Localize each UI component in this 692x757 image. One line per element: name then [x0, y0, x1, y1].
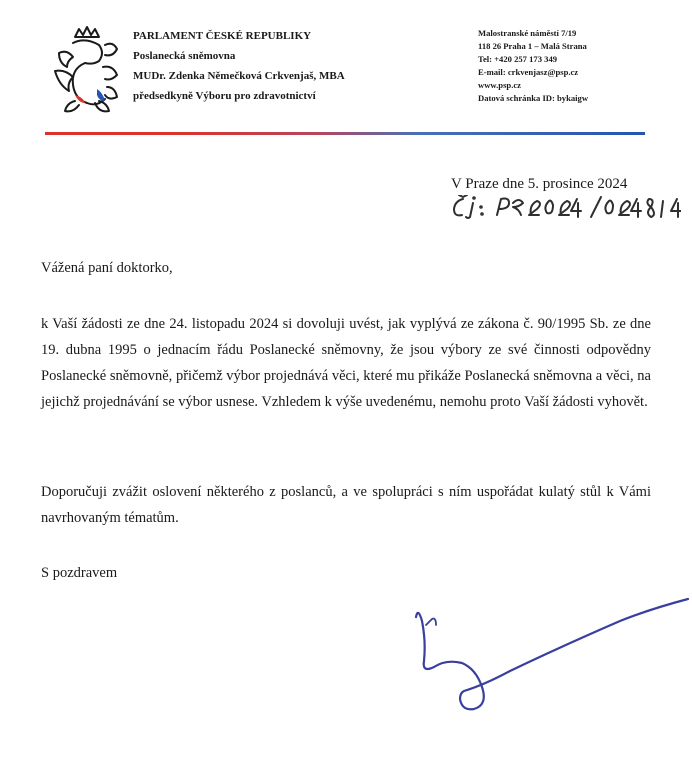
address-line2: 118 26 Praha 1 – Malá Strana [478, 41, 587, 51]
chamber-name: Poslanecká sněmovna [133, 50, 236, 62]
czech-lion-emblem-icon [45, 23, 123, 123]
phone: Tel: +420 257 173 349 [478, 54, 558, 64]
body-paragraph-2: Doporučuji zvážit oslovení některého z poslanců, a ve spolupráci s ním uspořádat kulatý stůl k Vámi navrhovaným tématům. [41, 484, 651, 526]
letterhead-contact [478, 27, 588, 105]
letterhead-divider [45, 132, 645, 135]
website: www.psp.cz [478, 80, 521, 90]
org-name: PARLAMENT ČESKÉ REPUBLIKY [133, 30, 312, 42]
email: E-mail: crkvenjasz@psp.cz [478, 67, 579, 77]
place-date: V Praze dne 5. prosince 2024 [451, 176, 628, 192]
databox-id: Datová schránka ID: bykaigw [478, 93, 589, 103]
sender-role: předsedkyně Výboru pro zdravotnictví [133, 90, 316, 102]
sender-name: MUDr. Zdenka Němečková Crkvenjaš, MBA [133, 70, 345, 82]
handwritten-reference [451, 195, 681, 219]
salutation: Vážená paní doktorko, [41, 260, 173, 276]
body-paragraph-1: k Vaší žádosti ze dne 24. listopadu 2024 si dovoluji uvést, jak vyplývá ze zákona č. 90/1995 Sb. ze dne 19. dubna 1995 o jednacím řádu Poslanecké sněmovny, že jsou výbory ze své činnosti odpovědny Poslanecké sněmovně, přičemž výbor projednává věci, které mu přikáže Poslanecká sněmovna a věci, na jejichž projednávání se výbor usnese. Vzhledem k výše uvedenému, nemohu proto Vaší žádosti vyhovět. [41, 316, 651, 410]
handwritten-signature-icon [410, 575, 692, 715]
address-line1: Malostranské náměstí 7/19 [478, 28, 577, 38]
letterhead-organization [133, 26, 345, 106]
closing: S pozdravem [41, 565, 118, 581]
